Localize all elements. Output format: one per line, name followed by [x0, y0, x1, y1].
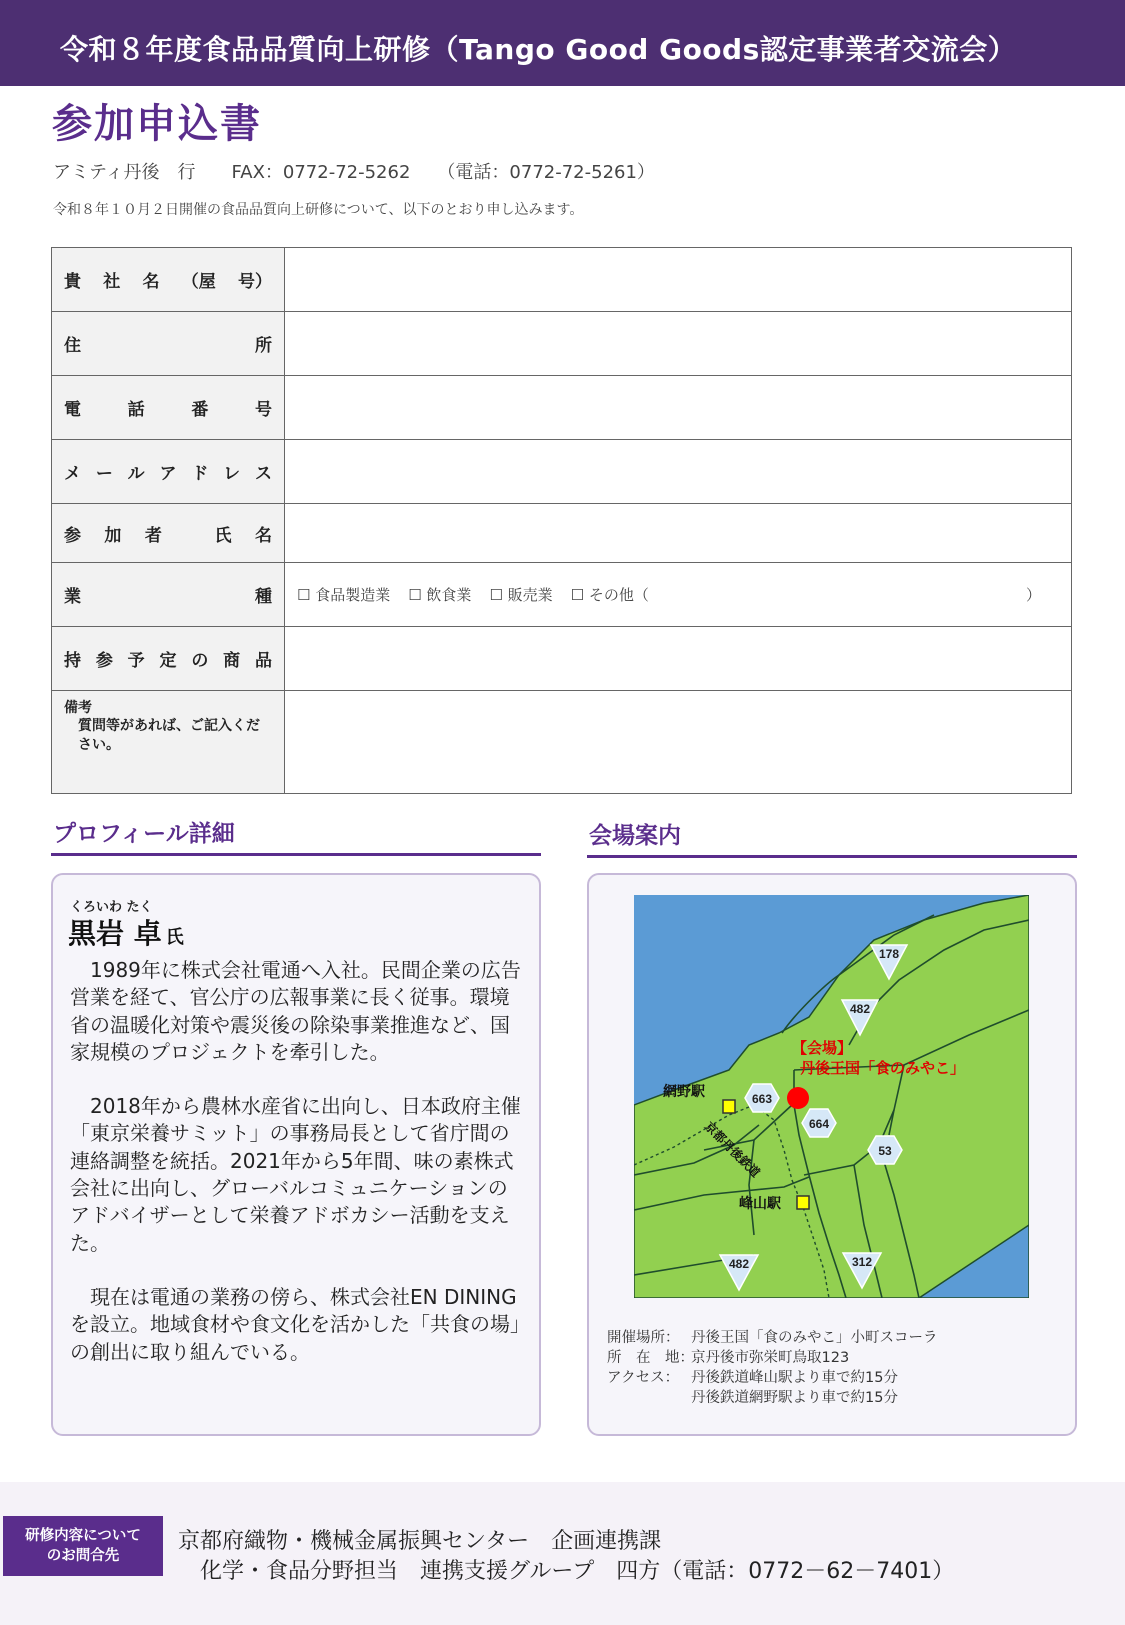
venue-info-row: アクセス： 丹後鉄道峰山駅より車で約15分 — [607, 1370, 898, 1386]
person-name — [68, 912, 184, 952]
label-participant: 参 加 者 氏 名 — [52, 504, 285, 563]
checkbox-other[interactable]: ☐ その他（ — [570, 586, 649, 604]
venue-label-1: 【会場】 — [792, 1039, 853, 1057]
route-664-label: 664 — [808, 1117, 830, 1131]
railway-label: 京都丹後鉄道 — [701, 1119, 763, 1181]
amino-station-marker — [723, 1100, 735, 1113]
profile-bio — [70, 957, 526, 1393]
field-participant[interactable] — [285, 504, 1072, 563]
venue-info — [607, 1328, 938, 1408]
field-remarks[interactable] — [285, 691, 1072, 794]
page-header-title: 令和８年度食品品質向上研修（Tango Good Goods認定事業者交流会） — [60, 33, 1017, 66]
bio-paragraph: 1989年に株式会社電通へ入社。民間企業の広告営業を経て、官公庁の広報事業に長く従事。環境省の温暖化対策や震災後の除染事業推進など、国家規模のプロジェクトを牽引した。 — [70, 958, 521, 1064]
label-remarks — [52, 691, 285, 794]
checkbox-retail[interactable]: ☐ 販売業 — [489, 586, 553, 604]
checkbox-food-manufacturing[interactable]: ☐ 食品製造業 — [297, 586, 391, 604]
profile-heading: プロフィール詳細 — [53, 821, 235, 847]
label-company: 貴 社 名 （屋 号） — [52, 248, 285, 312]
contact-dept: 化学・食品分野担当 連携支援グループ 四方（電話：0772－62－7401） — [200, 1559, 955, 1584]
venue-map — [634, 895, 1029, 1298]
route-178-label: 178 — [878, 947, 900, 961]
name-ruby: くろいわ たく — [70, 900, 153, 915]
route-482-south-label: 482 — [728, 1257, 750, 1271]
venue-heading-rule — [587, 855, 1077, 858]
label-phone: 電 話 番 号 — [52, 376, 285, 440]
checkbox-restaurant[interactable]: ☐ 飲食業 — [408, 586, 472, 604]
profile-heading-rule — [51, 853, 541, 856]
contact-badge-line2: のお問合先 — [46, 1548, 120, 1564]
label-industry: 業 種 — [52, 563, 285, 627]
bio-paragraph: 現在は電通の業務の傍ら、株式会社EN DININGを設立。地域食材や食文化を活かした「共食の場」の創出に取り組んでいる。 — [70, 1284, 520, 1364]
venue-info-extra: 丹後鉄道網野駅より車で約15分 — [691, 1390, 898, 1406]
contact-badge — [3, 1516, 163, 1576]
field-email[interactable] — [285, 440, 1072, 504]
route-53-label: 53 — [878, 1144, 892, 1158]
field-industry — [285, 563, 1072, 627]
addressee-line: アミティ丹後 行 FAX：0772-72-5262 （電話：0772-72-5261） — [53, 162, 655, 183]
remarks-note: 質問等があれば、ご記入ください。 — [78, 718, 260, 753]
mineyama-station-marker — [797, 1196, 809, 1209]
form-title: 参加申込書 — [52, 101, 262, 147]
field-phone[interactable] — [285, 376, 1072, 440]
route-482-north-label: 482 — [849, 1002, 871, 1016]
honorific: 氏 — [165, 927, 184, 948]
venue-dot — [787, 1087, 809, 1109]
header-bar — [0, 0, 1125, 86]
label-products: 持 参 予 定 の 商 品 — [52, 627, 285, 691]
remarks-title: 備考 — [64, 700, 92, 716]
label-email: メ ー ル ア ド レ ス — [52, 440, 285, 504]
route-663-label: 663 — [751, 1092, 773, 1106]
intro-text: 令和８年１０月２日開催の食品品質向上研修について、以下のとおり申し込みます。 — [53, 202, 584, 218]
bio-paragraph: 2018年から農林水産省に出向し、日本政府主催「東京栄養サミット」の事務局長として省庁間の連絡調整を統括。2021年から5年間、味の素株式会社に出向し、グローバルコミュニケーションのアドバイザーとして栄養アドボカシー活動を支えた。 — [70, 1094, 521, 1255]
application-form — [51, 247, 1072, 794]
contact-badge-line1: 研修内容について — [25, 1528, 141, 1544]
route-312-label: 312 — [851, 1255, 873, 1269]
contact-org: 京都府織物・機械金属振興センター 企画連携課 — [178, 1529, 662, 1554]
field-company[interactable] — [285, 248, 1072, 312]
venue-label-2: 丹後王国「食のみやこ」 — [800, 1059, 966, 1077]
venue-info-row: 開催場所： 丹後王国「食のみやこ」小町スコーラ — [607, 1330, 938, 1346]
person-name-text: 黒岩 卓 — [68, 917, 162, 950]
field-products[interactable] — [285, 627, 1072, 691]
field-address[interactable] — [285, 312, 1072, 376]
other-close-paren: ） — [1025, 586, 1041, 604]
label-address: 住 所 — [52, 312, 285, 376]
amino-station-label: 網野駅 — [663, 1084, 705, 1100]
venue-info-row: 所 在 地： 京丹後市弥栄町鳥取123 — [607, 1350, 850, 1366]
mineyama-station-label: 峰山駅 — [739, 1196, 781, 1212]
venue-heading: 会場案内 — [589, 823, 681, 849]
